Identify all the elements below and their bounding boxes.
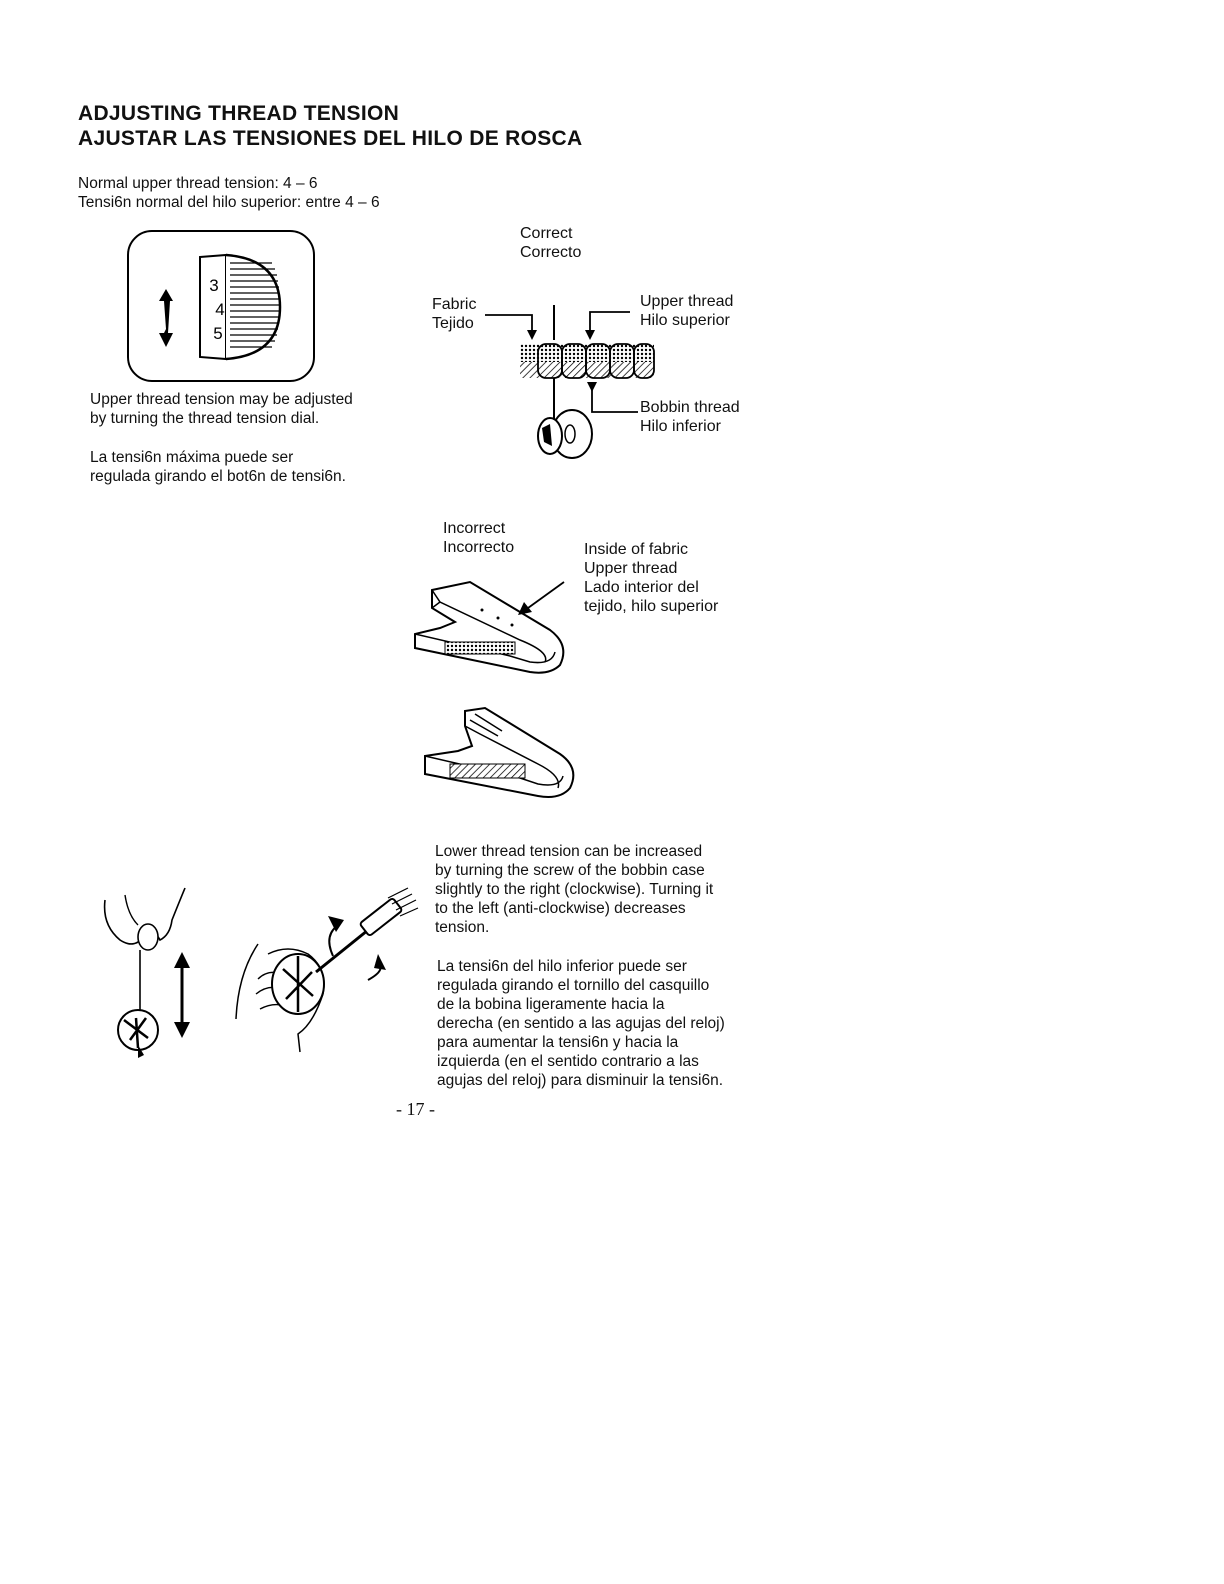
- normal-tension-en: Normal upper thread tension: 4 – 6: [78, 175, 318, 192]
- normal-tension-es: Tensi6n normal del hilo superior: entre 4 – 6: [78, 194, 380, 211]
- lower-tension-es-line-5: para aumentar la tensi6n y hacia la: [437, 1034, 679, 1051]
- dial-caption-es-1: La tensi6n máxima puede ser: [90, 449, 294, 466]
- incorrect-fabric-diagram-2: [420, 706, 580, 802]
- incorrect-heading-en: Incorrect: [443, 520, 506, 537]
- upper-thread-label-es: Hilo superior: [640, 312, 730, 329]
- dial-caption-en-1: Upper thread tension may be adjusted: [90, 391, 353, 408]
- screwdriver-bobbin-illustration: [228, 884, 428, 1054]
- inside-fabric-label-1: Inside of fabric: [584, 541, 689, 558]
- lower-tension-en-line-2: by turning the screw of the bobbin case: [435, 862, 705, 879]
- dial-caption-en-2: by turning the thread tension dial.: [90, 410, 320, 427]
- bobbin-thread-label-es: Hilo inferior: [640, 418, 721, 435]
- correct-stitch-diagram: [480, 300, 680, 470]
- lower-tension-es-line-2: regulada girando el tornillo del casquillo: [437, 977, 710, 994]
- correct-heading-en: Correct: [520, 225, 573, 242]
- dial-number-3: 3: [209, 276, 219, 295]
- dial-caption-es-2: regulada girando el bot6n de tensi6n.: [90, 468, 346, 485]
- page-number: - 17 -: [396, 1099, 435, 1119]
- tension-dial-illustration: [126, 229, 318, 383]
- inside-fabric-label-4: tejido, hilo superior: [584, 598, 719, 615]
- inside-fabric-label-3: Lado interior del: [584, 579, 699, 596]
- lower-tension-en-line-3: slightly to the right (clockwise). Turning it: [435, 881, 714, 898]
- correct-heading-es: Correcto: [520, 244, 582, 261]
- page-title-en: ADJUSTING THREAD TENSION: [78, 102, 400, 125]
- incorrect-heading-es: Incorrecto: [443, 539, 515, 556]
- lower-tension-en-line-1: Lower thread tension can be increased: [435, 843, 703, 860]
- lower-tension-es-line-3: de la bobina ligeramente hacia la: [437, 996, 665, 1013]
- bobbin-thread-label-en: Bobbin thread: [640, 399, 740, 416]
- upper-thread-label-en: Upper thread: [640, 293, 734, 310]
- bobbin-case-hanging-illustration: [100, 880, 210, 1060]
- lower-tension-es-line-7: agujas del reloj) para disminuir la tensi6n.: [437, 1072, 724, 1089]
- fabric-label-en: Fabric: [432, 296, 477, 313]
- lower-tension-en-line-5: tension.: [435, 919, 490, 936]
- page-title-es: AJUSTAR LAS TENSIONES DEL HILO DE ROSCA: [78, 127, 583, 150]
- lower-tension-es-line-6: izquierda (en el sentido contrario a las: [437, 1053, 699, 1070]
- dial-number-5: 5: [213, 324, 223, 343]
- dial-number-4: 4: [215, 300, 225, 319]
- lower-tension-es-line-1: La tensi6n del hilo inferior puede ser: [437, 958, 687, 975]
- fabric-label-es: Tejido: [432, 315, 474, 332]
- incorrect-fabric-diagram-1: [410, 580, 580, 680]
- lower-tension-en-line-4: to the left (anti-clockwise) decreases: [435, 900, 686, 917]
- inside-fabric-label-2: Upper thread: [584, 560, 678, 577]
- lower-tension-es-line-4: derecha (en sentido a las agujas del reloj): [437, 1015, 725, 1032]
